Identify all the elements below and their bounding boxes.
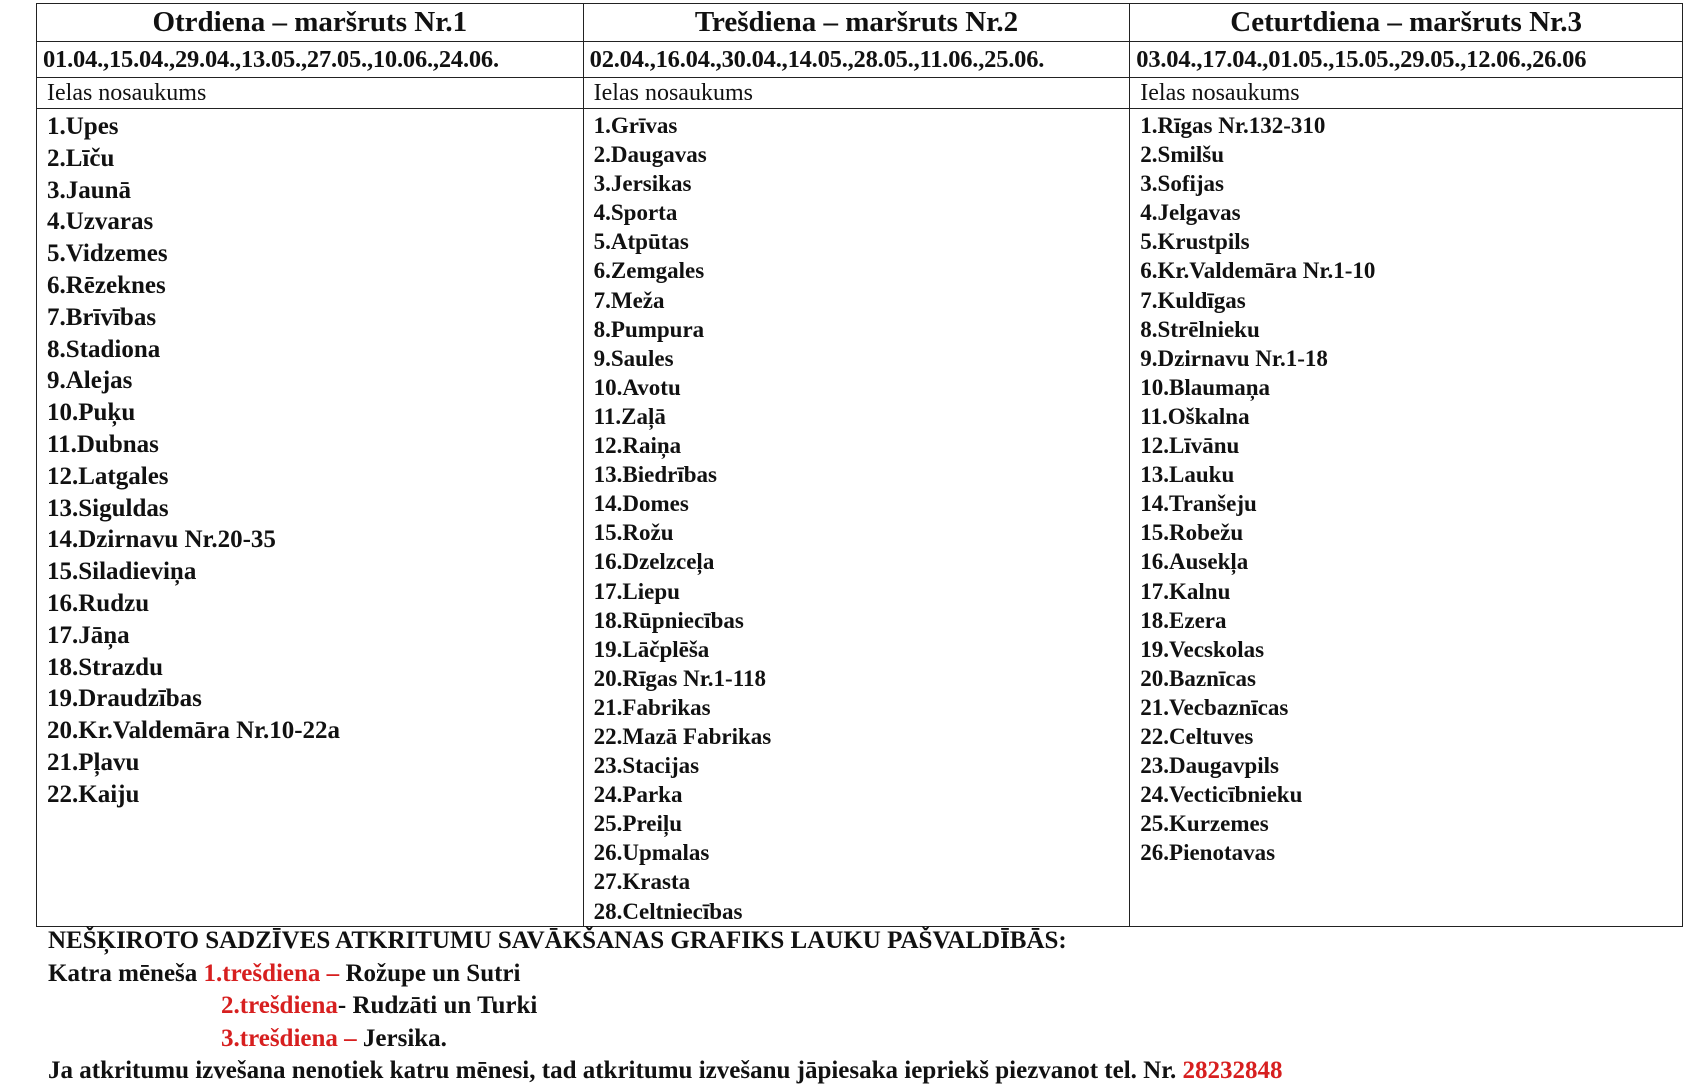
route-dates-row bbox=[37, 42, 1683, 78]
street-item: 10.Avotu bbox=[593, 374, 681, 400]
street-item: 21.Fabrikas bbox=[593, 694, 711, 720]
street-item: 15.Siladieviņa bbox=[47, 558, 197, 586]
route-3-dates: 03.04.,17.04.,01.05.,15.05.,29.05.,12.06.,26.06 bbox=[1130, 42, 1683, 78]
street-item: 4.Jelgavas bbox=[1140, 200, 1241, 226]
street-item: 3.Sofijas bbox=[1140, 171, 1224, 197]
street-item: 22.Kaiju bbox=[47, 780, 140, 808]
street-item: 5.Atpūtas bbox=[593, 229, 689, 255]
street-item: 19.Vecskolas bbox=[1140, 636, 1265, 662]
street-item: 27.Krasta bbox=[593, 869, 691, 895]
rural-schedule-heading: NEŠĶIROTO SADZĪVES ATKRITUMU SAVĀKŠANAS GRAFIKS LAUKU PAŠVALDĪBĀS: bbox=[48, 927, 1067, 954]
rural-schedule-line-2 bbox=[48, 990, 1283, 1023]
rural-schedule-line-3 bbox=[48, 1023, 1283, 1056]
street-item: 16.Ausekļa bbox=[1140, 549, 1249, 575]
route-3-street-list bbox=[1140, 111, 1682, 867]
street-item: 25.Preiļu bbox=[593, 811, 683, 837]
monthly-prefix: Katra mēneša bbox=[48, 959, 204, 987]
street-item: 8.Stadiona bbox=[47, 335, 161, 363]
street-item: 7.Brīvības bbox=[47, 303, 157, 331]
schedule-day-1: 1.trešdiena – bbox=[203, 959, 340, 987]
street-item: 12.Līvānu bbox=[1140, 433, 1240, 459]
street-item: 18.Rūpniecības bbox=[593, 607, 744, 633]
street-item: 26.Upmalas bbox=[593, 840, 710, 866]
street-item: 9.Dzirnavu Nr.1-18 bbox=[1140, 345, 1328, 371]
street-item: 11.Oškalna bbox=[1140, 403, 1250, 429]
street-item: 1.Rīgas Nr.132-310 bbox=[1140, 113, 1326, 138]
street-item: 4.Uzvaras bbox=[47, 208, 154, 236]
schedule-day-3: 3.trešdiena – bbox=[221, 1024, 357, 1052]
street-item: 3.Jaunā bbox=[47, 176, 132, 204]
rural-schedule-line-1 bbox=[48, 958, 1283, 991]
street-item: 3.Jersikas bbox=[593, 171, 692, 197]
street-item: 11.Zaļā bbox=[593, 403, 666, 429]
schedule-places-3: Jersika. bbox=[356, 1024, 447, 1052]
street-item: 6.Rēzeknes bbox=[47, 271, 166, 299]
street-item: 17.Jāņa bbox=[47, 621, 130, 649]
route-2-title: Trešdiena – maršruts Nr.2 bbox=[583, 4, 1130, 42]
street-item: 15.Rožu bbox=[593, 520, 674, 546]
street-item: 12.Latgales bbox=[47, 462, 169, 490]
contact-phone-number: 28232848 bbox=[1182, 1057, 1283, 1084]
street-item: 13.Biedrības bbox=[593, 462, 717, 488]
contact-note bbox=[48, 1055, 1283, 1088]
street-item: 6.Zemgales bbox=[593, 258, 705, 284]
street-item: 1.Upes bbox=[47, 113, 119, 140]
street-item: 22.Celtuves bbox=[1140, 723, 1254, 749]
route-schedule-table bbox=[36, 3, 1683, 927]
street-item: 13.Lauku bbox=[1140, 462, 1235, 488]
street-item: 2.Līču bbox=[47, 144, 115, 172]
street-item: 4.Sporta bbox=[593, 200, 678, 226]
street-item: 15.Robežu bbox=[1140, 520, 1244, 546]
street-item: 20.Rīgas Nr.1-118 bbox=[593, 665, 766, 691]
street-item: 9.Alejas bbox=[47, 367, 133, 395]
street-item: 10.Puķu bbox=[47, 399, 136, 427]
street-item: 7.Kuldīgas bbox=[1140, 287, 1246, 313]
street-item: 2.Daugavas bbox=[593, 142, 707, 168]
route-title-row bbox=[37, 4, 1683, 42]
route-1-street-list bbox=[47, 111, 583, 811]
street-item: 18.Ezera bbox=[1140, 607, 1227, 633]
street-item: 20.Kr.Valdemāra Nr.10-22a bbox=[47, 717, 341, 745]
route-1-title: Otrdiena – maršruts Nr.1 bbox=[37, 4, 584, 42]
street-item: 1.Grīvas bbox=[593, 113, 678, 138]
street-item: 23.Daugavpils bbox=[1140, 753, 1279, 779]
street-item: 17.Liepu bbox=[593, 578, 680, 604]
street-item: 6.Kr.Valdemāra Nr.1-10 bbox=[1140, 258, 1376, 284]
street-item: 10.Blaumaņa bbox=[1140, 374, 1271, 400]
street-item: 22.Mazā Fabrikas bbox=[593, 723, 772, 749]
street-item: 5.Krustpils bbox=[1140, 229, 1250, 255]
street-list-row bbox=[37, 109, 1683, 927]
street-item: 19.Draudzības bbox=[47, 685, 202, 713]
street-item: 24.Parka bbox=[593, 782, 683, 808]
route-3-column-label: Ielas nosaukums bbox=[1130, 78, 1683, 109]
street-item: 14.Tranšeju bbox=[1140, 491, 1257, 517]
street-item: 8.Strēlnieku bbox=[1140, 316, 1260, 342]
street-item: 14.Domes bbox=[593, 491, 689, 517]
street-item: 21.Pļavu bbox=[47, 748, 140, 776]
route-2-column-label: Ielas nosaukums bbox=[583, 78, 1130, 109]
column-label-row bbox=[37, 78, 1683, 109]
street-item: 5.Vidzemes bbox=[47, 240, 168, 268]
schedule-places-2: - Rudzāti un Turki bbox=[337, 992, 538, 1019]
route-1-column-label: Ielas nosaukums bbox=[37, 78, 584, 109]
street-item: 8.Pumpura bbox=[593, 316, 705, 342]
street-item: 25.Kurzemes bbox=[1140, 811, 1269, 837]
contact-note-text: Ja atkritumu izvešana nenotiek katru mēnesi, tad atkritumu izvešanu jāpiesaka iepriekš piezvanot tel. Nr. bbox=[48, 1057, 1183, 1084]
street-item: 24.Vecticībnieku bbox=[1140, 782, 1303, 808]
street-item: 16.Rudzu bbox=[47, 589, 150, 617]
route-2-dates: 02.04.,16.04.,30.04.,14.05.,28.05.,11.06.,25.06. bbox=[583, 42, 1130, 78]
schedule-day-2: 2.trešdiena bbox=[221, 992, 338, 1019]
route-3-title: Ceturtdiena – maršruts Nr.3 bbox=[1130, 4, 1683, 42]
street-item: 28.Celtniecības bbox=[593, 898, 743, 924]
street-item: 20.Baznīcas bbox=[1140, 665, 1256, 691]
street-item: 2.Smilšu bbox=[1140, 142, 1225, 168]
street-item: 14.Dzirnavu Nr.20-35 bbox=[47, 526, 276, 554]
street-item: 13.Siguldas bbox=[47, 494, 169, 522]
street-item: 12.Raiņa bbox=[593, 433, 682, 459]
street-item: 21.Vecbaznīcas bbox=[1140, 694, 1289, 720]
street-item: 7.Meža bbox=[593, 287, 665, 313]
street-item: 16.Dzelzceļa bbox=[593, 549, 715, 575]
street-item: 18.Strazdu bbox=[47, 653, 163, 681]
street-item: 19.Lāčplēša bbox=[593, 636, 710, 662]
street-item: 26.Pienotavas bbox=[1140, 840, 1276, 866]
route-1-dates: 01.04.,15.04.,29.04.,13.05.,27.05.,10.06.,24.06. bbox=[37, 42, 584, 78]
schedule-places-1: Rožupe un Sutri bbox=[339, 959, 521, 987]
route-2-street-list bbox=[594, 111, 1130, 926]
street-item: 23.Stacijas bbox=[593, 753, 700, 779]
street-item: 9.Saules bbox=[593, 345, 674, 371]
street-item: 17.Kalnu bbox=[1140, 578, 1231, 604]
rural-collection-section bbox=[48, 925, 1283, 1088]
street-item: 11.Dubnas bbox=[47, 430, 159, 458]
